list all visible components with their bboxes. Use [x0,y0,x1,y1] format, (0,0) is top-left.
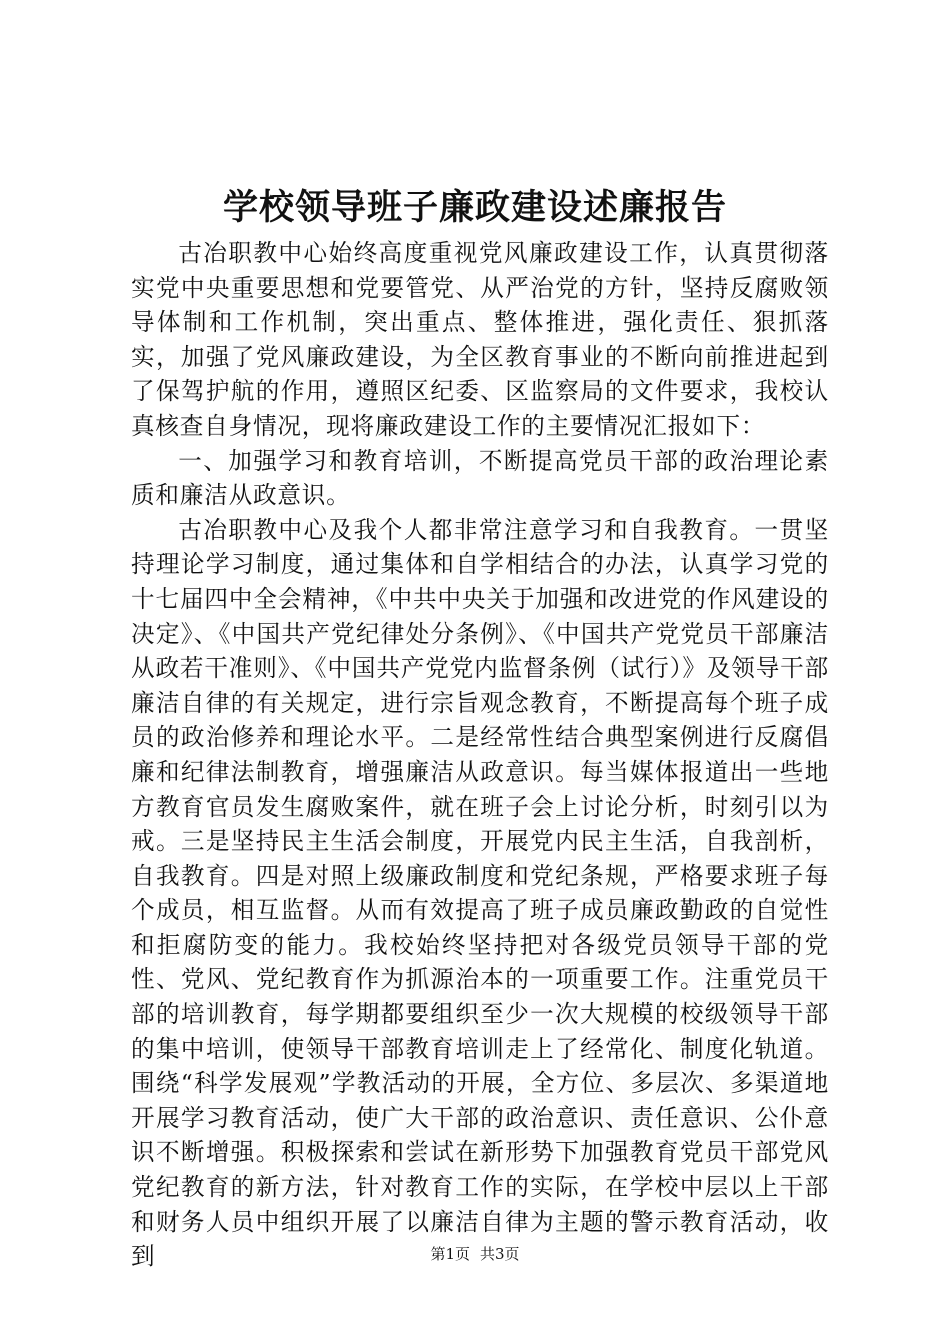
paragraph-study-education: 古冶职教中心及我个人都非常注意学习和自我教育。一贯坚持理论学习制度，通过集体和自学相结合的办法，认真学习党的十七届四中全会精神，《中共中央关于加强和改进党的作风建设的决定》、《中国共产党纪律处分条例》、《中国共产党党员干部廉洁从政若干准则》、《中国共产党党内监督条例（试行）》及领导干部廉洁自律的有关规定，进行宗旨观念教育，不断提高每个班子成员的政治修养和理论水平。二是经常性结合典型案例进行反腐倡廉和纪律法制教育，增强廉洁从政意识。每当媒体报道出一些地方教育官员发生腐败案件，就在班子会上讨论分析，时刻引以为戒。三是坚持民主生活会制度，开展党内民主生活，自我剖析，自我教育。四是对照上级廉政制度和党纪条规，严格要求班子每个成员，相互监督。从而有效提高了班子成员廉政勤政的自觉性和拒腐防变的能力。我校始终坚持把对各级党员领导干部的党性、党风、党纪教育作为抓源治本的一项重要工作。注重党员干部的培训教育，每学期都要组织至少一次大规模的校级领导干部的集中培训，使领导干部教育培训走上了经常化、制度化轨道。围绕“科学发展观”学教活动的开展，全方位、多层次、多渠道地开展学习教育活动，使广大干部的政治意识、责任意识、公仆意识不断增强。积极探索和尝试在新形势下加强教育党员干部党风党纪教育的新方法，针对教育工作的实际，在学校中层以上干部和财务人员中组织开展了以廉洁自律为主题的警示教育活动，收到 [131,515,829,1271]
page-total: 共3页 [480,1245,520,1263]
page-number: 第1页 [430,1245,470,1263]
page-footer [0,1244,950,1264]
paragraph-intro: 古冶职教中心始终高度重视党风廉政建设工作，认真贯彻落实党中央重要思想和党要管党、从严治党的方针，坚持反腐败领导体制和工作机制，突出重点、整体推进，强化责任、狠抓落实，加强了党风廉政建设，为全区教育事业的不断向前推进起到了保驾护航的作用，遵照区纪委、区监察局的文件要求，我校认真核查自身情况，现将廉政建设工作的主要情况汇报如下： [131,239,829,440]
document-body [131,236,829,1274]
paragraph-section-heading: 一、加强学习和教育培训，不断提高党员干部的政治理论素质和廉洁从政意识。 [131,446,829,510]
document-title: 学校领导班子廉政建设述廉报告 [222,187,727,228]
